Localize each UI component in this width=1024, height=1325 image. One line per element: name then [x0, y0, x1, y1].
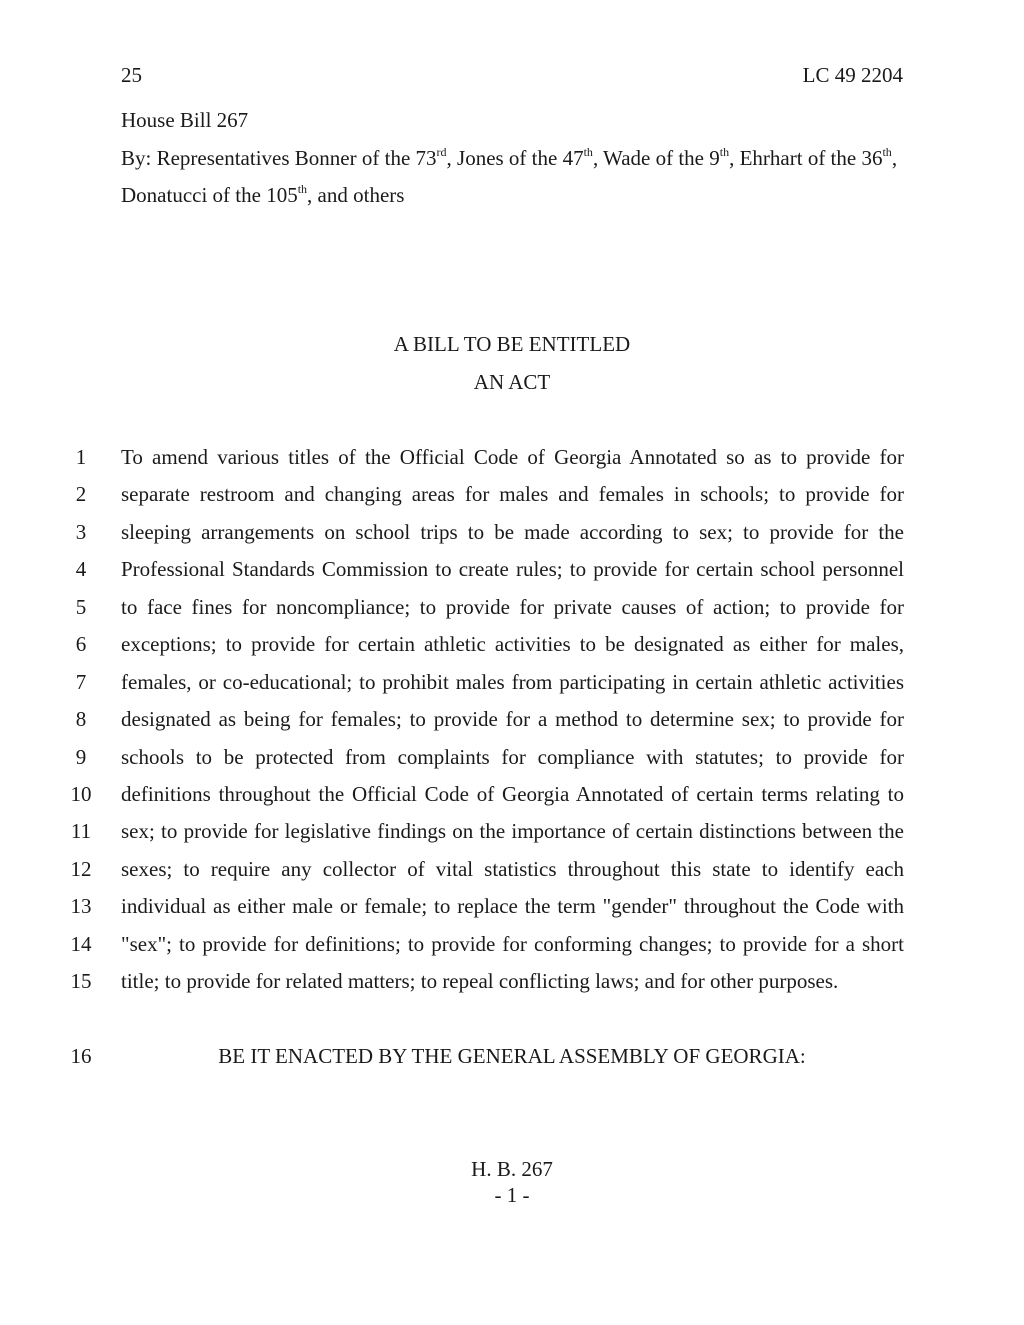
line-number: 6 [75, 632, 87, 656]
bill-title: House Bill 267 [121, 108, 249, 132]
line-text: sexes; to require any collector of vital statistics throughout this state to identify each [121, 857, 904, 881]
heading-entitled: A BILL TO BE ENTITLED [393, 332, 631, 356]
sponsors-text: , [891, 146, 898, 170]
bill-line [0, 932, 1024, 958]
bill-line [0, 670, 1024, 696]
line-number: 3 [75, 520, 87, 544]
line-number: 11 [70, 819, 92, 843]
line-number: 13 [70, 894, 92, 918]
sponsors-text: , Wade of the 9 [592, 146, 720, 170]
bill-line [0, 745, 1024, 771]
ordinal-suffix: th [882, 145, 892, 159]
line-number: 16 [70, 1044, 92, 1068]
bill-line [0, 595, 1024, 621]
line-number: 7 [75, 670, 87, 694]
bill-line [0, 707, 1024, 733]
line-text: title; to provide for related matters; to repeal conflicting laws; and for other purposes. [121, 969, 839, 993]
bill-line [0, 632, 1024, 658]
bill-line [0, 894, 1024, 920]
sponsors-line-1 [121, 146, 897, 171]
line-number: 9 [75, 745, 87, 769]
footer-bill-ref: H. B. 267 [471, 1157, 553, 1181]
footer-page-number: - 1 - [494, 1183, 530, 1207]
heading-act: AN ACT [473, 370, 551, 394]
line-text: exceptions; to provide for certain athletic activities to be designated as either for males, [121, 632, 904, 656]
line-text: To amend various titles of the Official Code of Georgia Annotated so as to provide for [121, 445, 904, 469]
line-text: individual as either male or female; to replace the term "gender" throughout the Code with [121, 894, 904, 918]
line-number: 4 [75, 557, 87, 581]
bill-line [0, 445, 1024, 471]
sponsors-text: , Ehrhart of the 36 [729, 146, 883, 170]
ordinal-suffix: th [719, 145, 730, 159]
bill-line [0, 520, 1024, 546]
line-number: 12 [70, 857, 92, 881]
line-number: 5 [75, 595, 87, 619]
line-number: 8 [75, 707, 87, 731]
line-number: 2 [75, 482, 87, 506]
sponsors-text: , and others [307, 183, 405, 207]
sponsors-line-2 [121, 183, 404, 208]
enacting-clause [0, 1044, 1024, 1070]
line-number: 15 [70, 969, 92, 993]
bill-line [0, 782, 1024, 808]
ordinal-suffix: th [583, 145, 593, 159]
line-text: separate restroom and changing areas for males and females in schools; to provide for [121, 482, 904, 506]
bill-line [0, 857, 1024, 883]
sponsors-text: By: Representatives Bonner of the 73 [121, 146, 437, 170]
enacting-text: BE IT ENACTED BY THE GENERAL ASSEMBLY OF GEORGIA: [218, 1044, 806, 1068]
line-number: 14 [70, 932, 92, 956]
page-number: 25 [121, 63, 142, 87]
line-text: sleeping arrangements on school trips to be made according to sex; to provide for the [121, 520, 904, 544]
sponsors-text: , Jones of the 47 [446, 146, 584, 170]
bill-line [0, 969, 1024, 995]
bill-line [0, 482, 1024, 508]
line-text: "sex"; to provide for definitions; to provide for conforming changes; to provide for a short [121, 932, 904, 956]
line-text: females, or co-educational; to prohibit males from participating in certain athletic activities [121, 670, 904, 694]
line-text: to face fines for noncompliance; to provide for private causes of action; to provide for [121, 595, 904, 619]
line-number: 10 [70, 782, 92, 806]
bill-line [0, 557, 1024, 583]
bill-line [0, 819, 1024, 845]
lc-number: LC 49 2204 [802, 63, 903, 87]
line-number: 1 [75, 445, 87, 469]
line-text: designated as being for females; to provide for a method to determine sex; to provide for [121, 707, 904, 731]
sponsors-text: Donatucci of the 105 [121, 183, 298, 207]
line-text: Professional Standards Commission to create rules; to provide for certain school personnel [121, 557, 904, 581]
line-text: sex; to provide for legislative findings on the importance of certain distinctions between the [121, 819, 904, 843]
ordinal-suffix: rd [436, 145, 447, 159]
line-text: definitions throughout the Official Code of Georgia Annotated of certain terms relating to [121, 782, 904, 806]
line-text: schools to be protected from complaints for compliance with statutes; to provide for [121, 745, 904, 769]
ordinal-suffix: th [297, 182, 308, 196]
